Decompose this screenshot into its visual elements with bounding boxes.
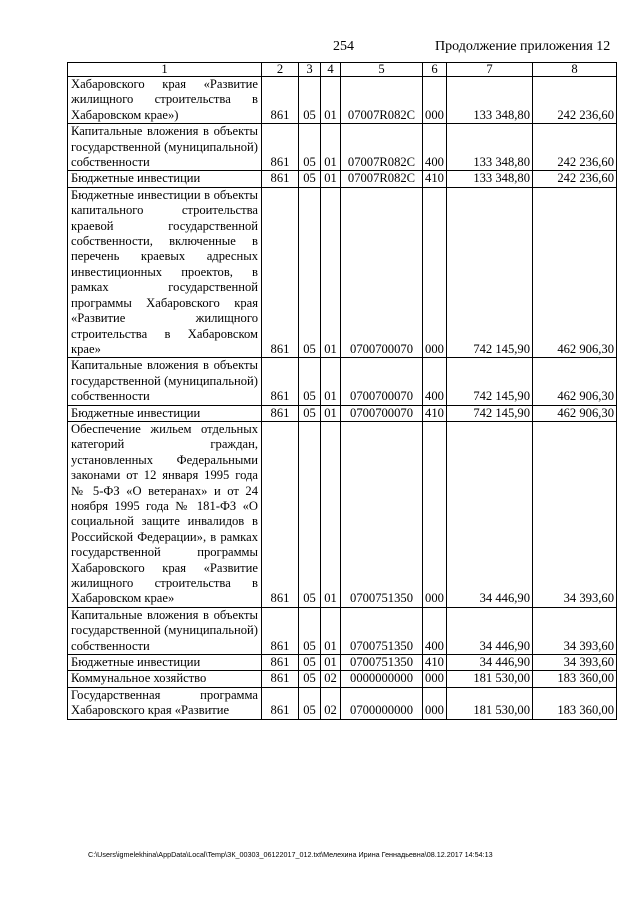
subsection-code-cell: 01: [321, 358, 341, 405]
table-header-row: [68, 63, 617, 77]
table-row: [68, 655, 617, 671]
expense-type-cell: 000: [423, 687, 447, 719]
amount-year-2-cell: 242 236,60: [533, 77, 617, 124]
expense-type-cell: 410: [423, 171, 447, 187]
column-header: 7: [447, 63, 533, 77]
amount-year-1-cell: 34 446,90: [447, 655, 533, 671]
ministry-code-cell: 861: [262, 77, 299, 124]
ministry-code-cell: 861: [262, 421, 299, 607]
column-header: 8: [533, 63, 617, 77]
subsection-code-cell: 01: [321, 405, 341, 421]
footer-file-path: C:\Users\igmelekhina\AppData\Local\Temp\ЗК_00303_06122017_012.txt\Мелехина Ирина Геннадьевна\08.12.2017 14:54:13: [88, 850, 493, 859]
section-code-cell: 05: [299, 655, 321, 671]
section-code-cell: 05: [299, 607, 321, 654]
table-row: [68, 421, 617, 607]
subsection-code-cell: 01: [321, 171, 341, 187]
target-article-cell: 0700751350: [341, 607, 423, 654]
section-code-cell: 05: [299, 358, 321, 405]
subsection-code-cell: 02: [321, 671, 341, 687]
amount-year-1-cell: 742 145,90: [447, 405, 533, 421]
subsection-code-cell: 02: [321, 687, 341, 719]
table-row: [68, 187, 617, 357]
table-row: [68, 671, 617, 687]
row-name-cell: Обеспечение жильем отдельных категорий граждан, установленных Федеральными законами от 12 января 1995 года № 5-ФЗ «О ветеранах» и от 24 ноября 1995 года № 181-ФЗ «О социальной защите инвалидов в Российской Федерации», в рамках государственной программы Хабаровского края «Развитие жилищного строительства в Хабаровском крае»: [68, 421, 262, 607]
ministry-code-cell: 861: [262, 124, 299, 171]
column-header: 6: [423, 63, 447, 77]
page-number: 254: [333, 39, 354, 54]
section-code-cell: 05: [299, 187, 321, 357]
row-name-cell: Коммунальное хозяйство: [68, 671, 262, 687]
subsection-code-cell: 01: [321, 421, 341, 607]
column-header: 5: [341, 63, 423, 77]
amount-year-1-cell: 133 348,80: [447, 77, 533, 124]
row-name-cell: Капитальные вложения в объекты государственной (муниципальной) собственности: [68, 607, 262, 654]
ministry-code-cell: 861: [262, 655, 299, 671]
amount-year-1-cell: 133 348,80: [447, 171, 533, 187]
row-name-cell: Бюджетные инвестиции: [68, 655, 262, 671]
row-name-cell: Бюджетные инвестиции: [68, 171, 262, 187]
table-row: [68, 77, 617, 124]
ministry-code-cell: 861: [262, 187, 299, 357]
target-article-cell: 0700700070: [341, 187, 423, 357]
budget-table: [67, 62, 617, 720]
amount-year-1-cell: 181 530,00: [447, 671, 533, 687]
expense-type-cell: 000: [423, 421, 447, 607]
expense-type-cell: 400: [423, 124, 447, 171]
amount-year-2-cell: 462 906,30: [533, 187, 617, 357]
expense-type-cell: 000: [423, 187, 447, 357]
amount-year-2-cell: 34 393,60: [533, 607, 617, 654]
subsection-code-cell: 01: [321, 77, 341, 124]
expense-type-cell: 000: [423, 77, 447, 124]
target-article-cell: 0700751350: [341, 655, 423, 671]
section-code-cell: 05: [299, 171, 321, 187]
amount-year-2-cell: 183 360,00: [533, 671, 617, 687]
column-header: 1: [68, 63, 262, 77]
row-name-cell: Хабаровского края «Развитие жилищного строительства в Хабаровском крае»): [68, 77, 262, 124]
target-article-cell: 0700700070: [341, 405, 423, 421]
amount-year-1-cell: 133 348,80: [447, 124, 533, 171]
subsection-code-cell: 01: [321, 607, 341, 654]
table-row: [68, 358, 617, 405]
subsection-code-cell: 01: [321, 124, 341, 171]
target-article-cell: 0700700070: [341, 358, 423, 405]
row-name-cell: Капитальные вложения в объекты государственной (муниципальной) собственности: [68, 124, 262, 171]
expense-type-cell: 000: [423, 671, 447, 687]
column-header: 2: [262, 63, 299, 77]
ministry-code-cell: 861: [262, 171, 299, 187]
target-article-cell: 07007R082C: [341, 124, 423, 171]
section-code-cell: 05: [299, 671, 321, 687]
expense-type-cell: 410: [423, 655, 447, 671]
ministry-code-cell: 861: [262, 405, 299, 421]
amount-year-2-cell: 242 236,60: [533, 171, 617, 187]
column-header: 3: [299, 63, 321, 77]
expense-type-cell: 410: [423, 405, 447, 421]
ministry-code-cell: 861: [262, 358, 299, 405]
amount-year-2-cell: 462 906,30: [533, 405, 617, 421]
section-code-cell: 05: [299, 405, 321, 421]
table-row: [68, 124, 617, 171]
amount-year-2-cell: 242 236,60: [533, 124, 617, 171]
amount-year-1-cell: 181 530,00: [447, 687, 533, 719]
amount-year-1-cell: 742 145,90: [447, 187, 533, 357]
amount-year-2-cell: 183 360,00: [533, 687, 617, 719]
table-row: [68, 171, 617, 187]
amount-year-1-cell: 742 145,90: [447, 358, 533, 405]
subsection-code-cell: 01: [321, 655, 341, 671]
row-name-cell: Капитальные вложения в объекты государственной (муниципальной) собственности: [68, 358, 262, 405]
section-code-cell: 05: [299, 77, 321, 124]
target-article-cell: 07007R082C: [341, 77, 423, 124]
amount-year-2-cell: 462 906,30: [533, 358, 617, 405]
appendix-continuation-label: Продолжение приложения 12: [435, 39, 611, 54]
subsection-code-cell: 01: [321, 187, 341, 357]
section-code-cell: 05: [299, 687, 321, 719]
target-article-cell: 0700751350: [341, 421, 423, 607]
expense-type-cell: 400: [423, 607, 447, 654]
ministry-code-cell: 861: [262, 607, 299, 654]
amount-year-1-cell: 34 446,90: [447, 421, 533, 607]
table-row: [68, 405, 617, 421]
table-row: [68, 687, 617, 719]
column-header: 4: [321, 63, 341, 77]
ministry-code-cell: 861: [262, 687, 299, 719]
ministry-code-cell: 861: [262, 671, 299, 687]
row-name-cell: Государственная программа Хабаровского края «Развитие: [68, 687, 262, 719]
amount-year-2-cell: 34 393,60: [533, 421, 617, 607]
table-row: [68, 607, 617, 654]
row-name-cell: Бюджетные инвестиции в объекты капитального строительства краевой государственной собственности, включенные в перечень краевых адресных инвестиционных проектов, в рамках государственной программы Хабаровского края «Развитие жилищного строительства в Хабаровском крае»: [68, 187, 262, 357]
amount-year-2-cell: 34 393,60: [533, 655, 617, 671]
target-article-cell: 0700000000: [341, 687, 423, 719]
row-name-cell: Бюджетные инвестиции: [68, 405, 262, 421]
expense-type-cell: 400: [423, 358, 447, 405]
section-code-cell: 05: [299, 124, 321, 171]
section-code-cell: 05: [299, 421, 321, 607]
amount-year-1-cell: 34 446,90: [447, 607, 533, 654]
target-article-cell: 07007R082C: [341, 171, 423, 187]
target-article-cell: 0000000000: [341, 671, 423, 687]
